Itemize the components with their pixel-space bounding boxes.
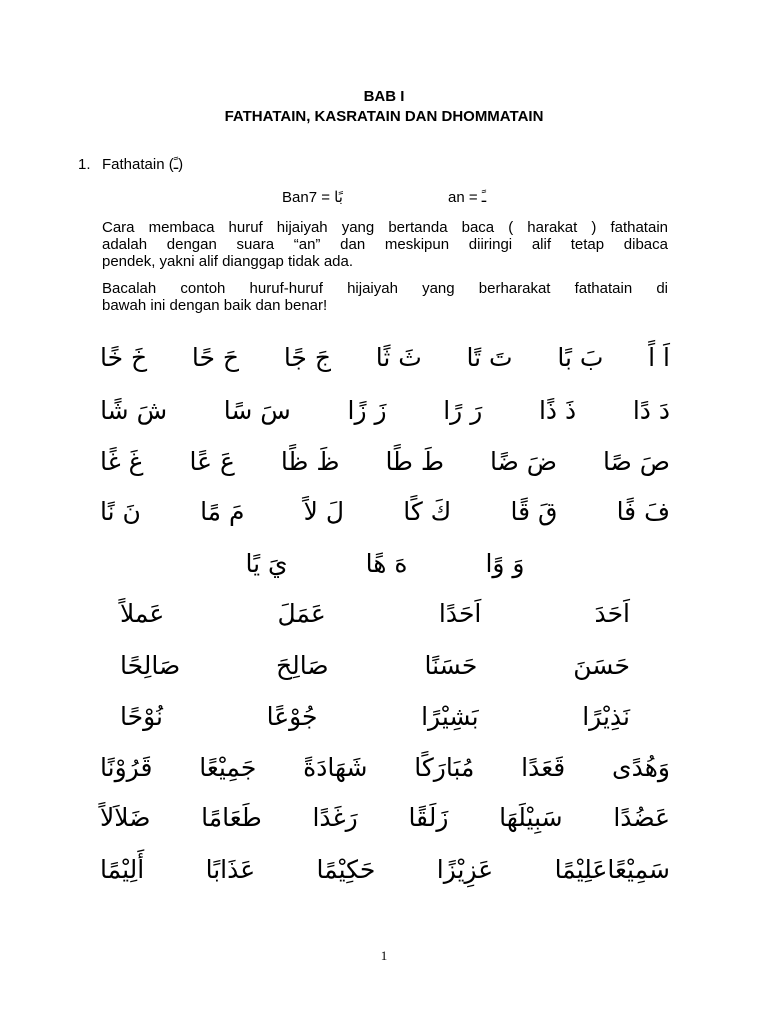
arabic-row-3 — [100, 442, 670, 482]
arabic-item: أَلِيْمًا — [100, 855, 145, 884]
example-ban: Ban7 = بًا — [282, 189, 343, 206]
arabic-item: غَ غًا — [100, 447, 144, 476]
arabic-item: اَحَدَ — [594, 599, 630, 628]
arabic-item: جَمِيْعًا — [199, 753, 257, 782]
paragraph-line: pendek, yakni alif dianggap tidak ada. — [102, 253, 354, 270]
paragraph-explanation — [102, 219, 668, 270]
arabic-row-2 — [100, 391, 670, 431]
arabic-item: كَ كًا — [403, 497, 452, 526]
arabic-item: ذَ ذًا — [538, 396, 577, 425]
arabic-row-10 — [100, 798, 670, 838]
arabic-item: عَملاً — [120, 599, 165, 628]
arabic-item: فَ فًا — [616, 497, 670, 526]
arabic-item: بَ بًا — [557, 343, 604, 372]
arabic-item: جَ جًا — [283, 343, 331, 372]
arabic-item: ظَ ظًا — [280, 447, 340, 476]
arabic-item: سَبِيْلَهَا — [499, 803, 563, 832]
arabic-item: قَعَدًا — [521, 753, 566, 782]
arabic-item: حَ حًا — [191, 343, 240, 372]
arabic-item: شَهَادَةً — [303, 753, 368, 782]
arabic-item: حَكِيْمًا — [316, 855, 376, 884]
arabic-item: رَ رًا — [443, 396, 483, 425]
arabic-row-8 — [120, 697, 630, 737]
arabic-item: مَ مًا — [200, 497, 245, 526]
paragraph-line: Cara membaca huruf hijaiyah yang bertanda baca ( harakat ) fathatain — [102, 219, 668, 236]
arabic-item: يَ يًا — [245, 549, 288, 578]
arabic-item: سَ سًا — [223, 396, 291, 425]
arabic-item: حَسَنًا — [424, 651, 478, 680]
arabic-item: ضَلاَلاً — [100, 803, 151, 832]
arabic-item: وَهُدًى — [612, 753, 670, 782]
arabic-item: زَلَقًا — [408, 803, 449, 832]
arabic-item: عَ عًا — [189, 447, 235, 476]
arabic-item: رَغَدًا — [312, 803, 358, 832]
arabic-item: لَ لاً — [303, 497, 345, 526]
arabic-row-7 — [120, 646, 630, 686]
arabic-item: صَالِحَ — [276, 651, 329, 680]
arabic-item: تَ تًا — [466, 343, 513, 372]
arabic-item: حَسَنَ — [573, 651, 630, 680]
paragraph-instruction — [102, 280, 668, 314]
paragraph-line: Bacalah contoh huruf-huruf hijaiyah yang berharakat fathatain di — [102, 280, 668, 297]
arabic-item: شَ شًا — [100, 396, 168, 425]
arabic-row-4 — [100, 492, 670, 532]
arabic-item: نُوْحًا — [120, 702, 163, 731]
arabic-item: مُبَارَكًا — [414, 753, 475, 782]
arabic-row-9 — [100, 748, 670, 788]
section-number: 1. — [78, 156, 91, 173]
section-label: Fathatain (ـً) — [102, 156, 184, 173]
arabic-row-1 — [100, 338, 670, 378]
arabic-item: زَ زًا — [347, 396, 387, 425]
paragraph-line: bawah ini dengan baik dan benar! — [102, 297, 328, 314]
chapter-heading: BAB I — [363, 88, 405, 105]
arabic-item: ثَ ثًا — [375, 343, 422, 372]
section-heading — [78, 155, 183, 173]
arabic-item: نَذِيْرًا — [582, 702, 630, 731]
arabic-item: عَضُدًا — [613, 803, 670, 832]
arabic-item: اَحَدًا — [438, 599, 482, 628]
arabic-item: وَ وًا — [485, 549, 525, 578]
arabic-item: طَعَامًا — [201, 803, 262, 832]
arabic-item: ضَ ضًا — [489, 447, 558, 476]
arabic-item: سَمِيْعًاعَلِيْمًا — [554, 855, 670, 884]
arabic-item: صَالِحًا — [120, 651, 181, 680]
arabic-row-5 — [100, 544, 670, 584]
chapter-title: FATHATAIN, KASRATAIN DAN DHOMMATAIN — [224, 108, 544, 125]
arabic-item: عَمَلَ — [277, 599, 326, 628]
arabic-item: خَ خًا — [100, 343, 148, 372]
page-number: 1 — [380, 948, 388, 963]
arabic-item: اَ اً — [648, 343, 670, 372]
arabic-row-6 — [120, 594, 630, 634]
paragraph-line: adalah dengan suara “an” dan meskipun diiringi alif tetap dibaca — [102, 236, 668, 253]
example-an: an = ـً — [448, 189, 487, 206]
arabic-row-11 — [100, 850, 670, 890]
arabic-item: جُوْعًا — [266, 702, 318, 731]
arabic-item: صَ صًا — [602, 447, 670, 476]
arabic-item: عَزِيْزًا — [436, 855, 494, 884]
arabic-item: طَ طًا — [385, 447, 445, 476]
arabic-item: نَ نًا — [100, 497, 141, 526]
arabic-item: هَ هًا — [365, 549, 408, 578]
arabic-item: دَ دًا — [632, 396, 670, 425]
arabic-item: عَذَابًا — [205, 855, 256, 884]
arabic-item: قَرُوْنًا — [100, 753, 153, 782]
arabic-item: بَشِيْرًا — [421, 702, 479, 731]
arabic-item: قَ قًا — [510, 497, 558, 526]
